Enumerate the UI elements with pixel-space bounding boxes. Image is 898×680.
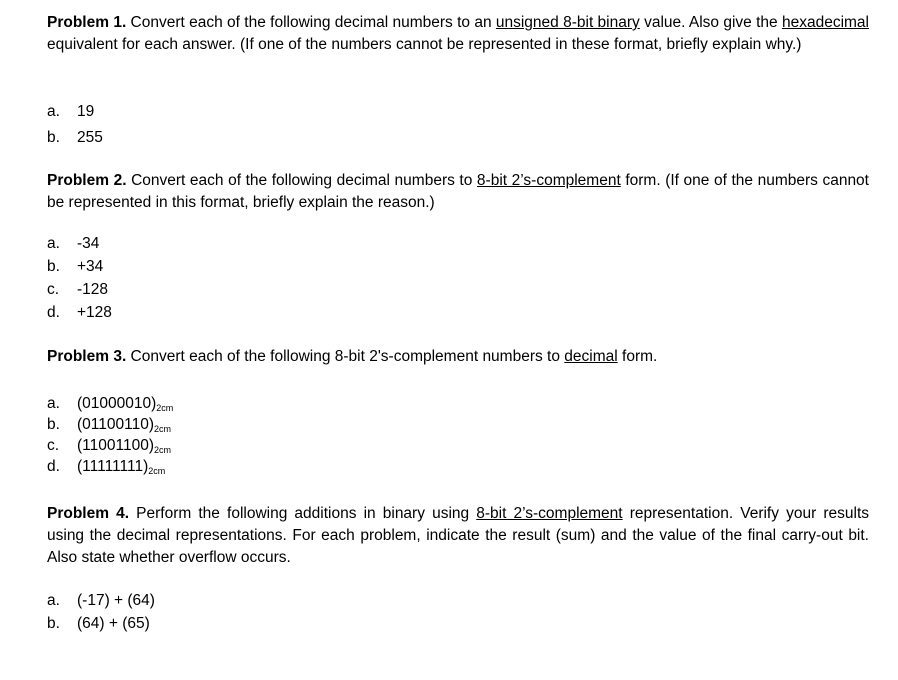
list-item xyxy=(47,103,103,129)
problem-2-list xyxy=(47,235,112,327)
item-value: (-17) + (64) xyxy=(77,592,155,609)
problem-4-statement xyxy=(47,503,869,569)
list-item xyxy=(47,304,112,327)
problem-4-term-1: 8-bit 2’s-complement xyxy=(476,505,623,522)
problem-2-term-1: 8-bit 2’s-complement xyxy=(476,172,621,189)
item-label: b. xyxy=(47,129,60,146)
problem-1-text-3: equivalent for each answer. (If one of the numbers cannot be represented in these format, briefly explain why.) xyxy=(47,36,802,53)
item-label: a. xyxy=(47,395,60,412)
item-subscript: 2cm xyxy=(148,466,166,476)
item-value: (11001100) xyxy=(77,437,154,454)
problem-3-text-1: Convert each of the following 8-bit 2's-complement numbers to xyxy=(126,348,565,365)
problem-3-text-2: form. xyxy=(617,348,658,365)
problem-2-text-1: Convert each of the following decimal numbers to xyxy=(126,172,477,189)
problem-2-title: Problem 2. xyxy=(47,172,127,189)
item-label: b. xyxy=(47,258,60,275)
problem-1-term-1: unsigned 8-bit binary xyxy=(495,14,640,31)
item-value: -128 xyxy=(77,281,109,298)
list-item xyxy=(47,395,173,416)
item-value: (64) + (65) xyxy=(77,615,150,632)
problem-4-text-1: Perform the following additions in binary using xyxy=(129,505,477,522)
problem-2-text-2: form. (If one of the numbers cannot be represented in this format, briefly explain the reason.) xyxy=(47,172,869,211)
list-item xyxy=(47,437,173,458)
item-value: +34 xyxy=(77,258,104,275)
item-label: a. xyxy=(47,103,60,120)
problem-1-term-2: hexadecimal xyxy=(781,14,869,31)
item-label: c. xyxy=(47,281,60,298)
item-label: d. xyxy=(47,304,60,321)
problem-1-statement xyxy=(47,12,869,56)
item-label: b. xyxy=(47,615,60,632)
problem-1-text-2: value. Also give the xyxy=(639,14,782,31)
problem-4-list xyxy=(47,592,155,638)
item-value: (01000010) xyxy=(77,395,157,412)
problem-4-title: Problem 4. xyxy=(47,505,130,522)
list-item xyxy=(47,458,173,479)
item-label: a. xyxy=(47,235,60,252)
list-item xyxy=(47,281,112,304)
problem-3-list xyxy=(47,395,173,479)
item-subscript: 2cm xyxy=(154,424,172,434)
problem-3-statement xyxy=(47,346,869,368)
list-item xyxy=(47,258,112,281)
item-value: 19 xyxy=(77,103,95,120)
item-value: 255 xyxy=(77,129,103,146)
item-label: c. xyxy=(47,437,60,454)
problem-1-list xyxy=(47,103,103,155)
item-label: b. xyxy=(47,416,60,433)
item-value: -34 xyxy=(77,235,100,252)
item-label: d. xyxy=(47,458,60,475)
list-item xyxy=(47,416,173,437)
problem-1-title: Problem 1. xyxy=(47,14,127,31)
item-label: a. xyxy=(47,592,60,609)
list-item xyxy=(47,592,155,615)
item-subscript: 2cm xyxy=(154,445,172,455)
item-value: (11111111) xyxy=(77,458,149,475)
problem-1-text-1: Convert each of the following decimal numbers to an xyxy=(126,14,496,31)
item-value: +128 xyxy=(77,304,112,321)
list-item xyxy=(47,129,103,155)
problem-3-term-1: decimal xyxy=(564,348,618,365)
problem-3-title: Problem 3. xyxy=(47,348,127,365)
item-subscript: 2cm xyxy=(156,403,174,413)
item-value: (01100110) xyxy=(77,416,154,433)
list-item xyxy=(47,615,155,638)
list-item xyxy=(47,235,112,258)
problem-2-statement xyxy=(47,170,869,214)
problem-4-text-2: representation. Verify your results using the decimal representations. For each problem, indicate the result (sum) and the value of the final carry-out bit. Also state whether overflow occurs. xyxy=(47,505,870,566)
